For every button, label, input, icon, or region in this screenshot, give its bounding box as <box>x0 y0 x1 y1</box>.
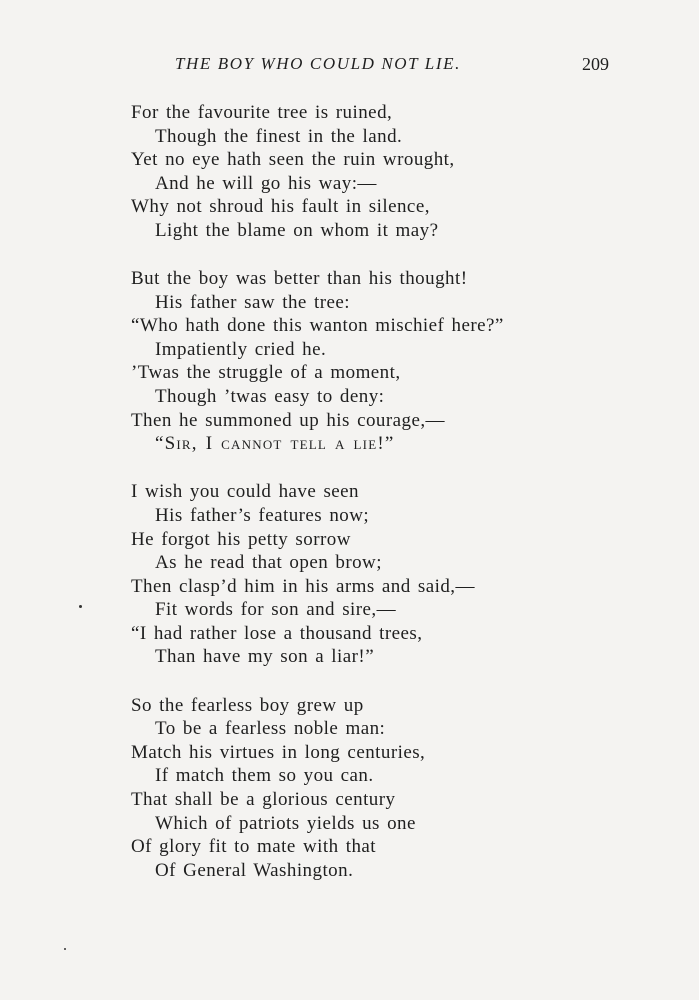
running-head <box>0 54 699 78</box>
poem-line: Light the blame on whom it may? <box>155 219 439 241</box>
poem-line: And he will go his way:— <box>155 172 377 194</box>
poem-line: Then clasp’d him in his arms and said,— <box>131 575 475 597</box>
poem-line: Yet no eye hath seen the ruin wrought, <box>131 149 455 171</box>
running-title: THE BOY WHO COULD NOT LIE. <box>175 54 461 73</box>
poem-line: “Sir, I cannot tell a lie!” <box>155 433 395 455</box>
poem-line: He forgot his petty sorrow <box>131 528 351 550</box>
poem-line: Match his virtues in long centuries, <box>131 741 426 763</box>
poem-line: Of glory fit to mate with that <box>131 836 377 858</box>
poem-line: “Who hath done this wanton mischief here?” <box>131 315 504 337</box>
stanza-2 <box>131 267 651 456</box>
poem-line: Impatiently cried he. <box>155 338 327 360</box>
ink-speck <box>64 948 66 950</box>
stanza-1 <box>131 101 651 243</box>
poem-line: Though the finest in the land. <box>155 125 403 147</box>
poem-line: I wish you could have seen <box>131 481 360 503</box>
poem-line: Then he summoned up his courage,— <box>131 409 446 431</box>
poem-line: Than have my son a liar!” <box>155 646 375 668</box>
poem-line: Of General Washington. <box>155 859 354 881</box>
ink-speck <box>79 605 82 608</box>
poem-line: But the boy was better than his thought! <box>131 268 468 290</box>
poem-line: “I had rather lose a thousand trees, <box>131 622 423 644</box>
poem <box>131 101 651 907</box>
poem-line: Which of patriots yields us one <box>155 812 416 834</box>
poem-line: As he read that open brow; <box>155 552 382 574</box>
poem-line: Why not shroud his fault in silence, <box>131 196 430 218</box>
poem-line: If match them so you can. <box>155 765 374 787</box>
poem-line: To be a fearless noble man: <box>155 718 386 740</box>
poem-line: For the favourite tree is ruined, <box>131 102 393 123</box>
stanza-4 <box>131 694 651 883</box>
poem-line: That shall be a glorious century <box>131 788 396 810</box>
poem-line: So the fearless boy grew up <box>131 694 364 716</box>
poem-line: ’Twas the struggle of a moment, <box>131 362 401 384</box>
poem-line: Fit words for son and sire,— <box>155 599 397 621</box>
poem-line: Though ’twas easy to deny: <box>155 386 385 408</box>
page-number: 209 <box>582 54 609 74</box>
stanza-3 <box>131 480 651 669</box>
poem-line: His father saw the tree: <box>155 291 351 313</box>
poem-line: His father’s features now; <box>155 504 370 526</box>
